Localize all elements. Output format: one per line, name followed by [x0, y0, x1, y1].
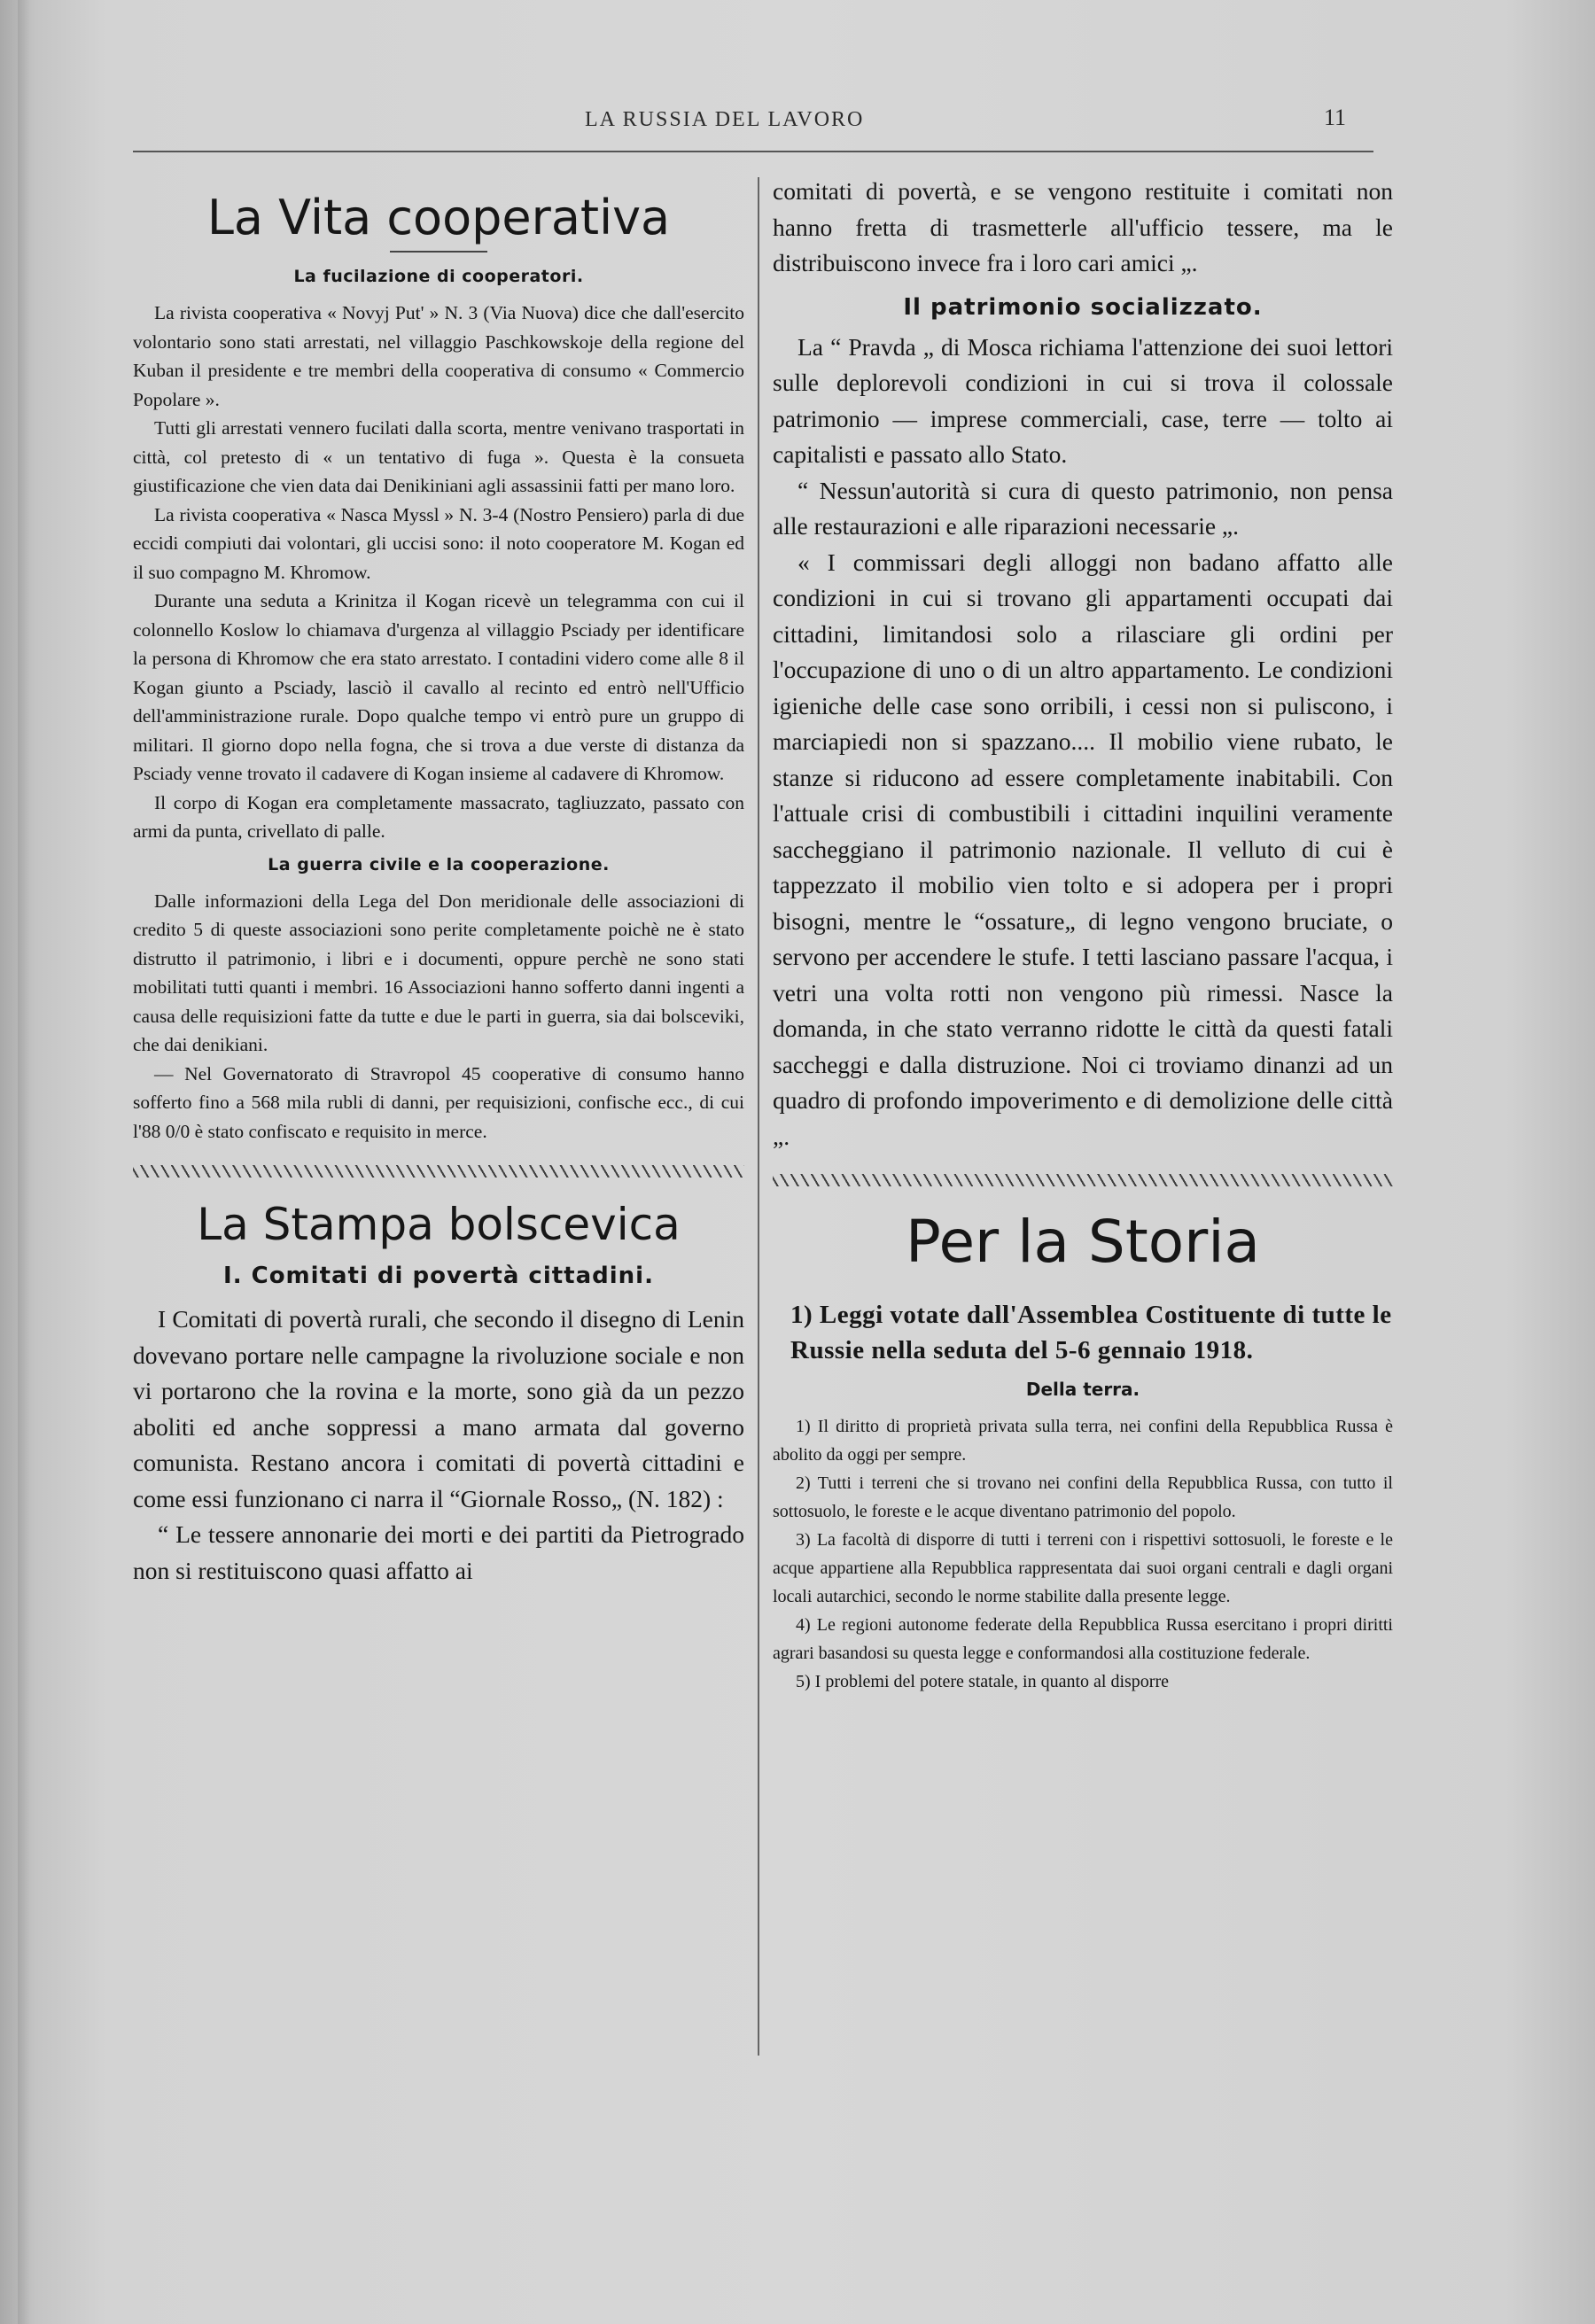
wavy-section-divider	[133, 1165, 744, 1178]
section-title-stampa-bolscevica: La Stampa bolscevica	[197, 1199, 681, 1250]
subheading-fucilazione: La fucilazione di cooperatori.	[293, 267, 584, 286]
article-paragraph: “ Le tessere annonarie dei morti e dei partiti da Pietrogrado non si restituiscono quasi affatto ai	[133, 1520, 744, 1584]
article-paragraph: Durante una seduta a Krinitza il Kogan ricevè un telegramma con cui il colonnello Koslow lo chiamava d'urgenza al villaggio Psciady per identificare la persona di Khromow che era stato arrestato. I contadini videro come alle 8 il Kogan giunto a Psciady, lasciò il cavallo al recinto ed entrò nell'Ufficio dell'amministrazione rurale. Dopo qualche tempo vi entrò pure un gruppo di militari. Il giorno dopo nella fogna, che si trova a due verste di distanza da Psciady venne trovato il cadavere di Kogan insieme al cadavere di Khromow.	[133, 590, 744, 784]
left-column	[133, 174, 744, 1589]
article-paragraph: “ Nessun'autorità si cura di questo patrimonio, non pensa alle restaurazioni e alle riparazioni necessarie „.	[773, 476, 1393, 540]
article-paragraph: — Nel Governatorato di Stravropol 45 cooperative di consumo hanno sofferto fino a 568 mila rubli di danni, per requisizioni, confische ecc., di cui l'88 0/0 è stato confiscato e requisito in merce.	[133, 1062, 744, 1142]
article-paragraph: La rivista cooperativa « Nasca Myssl » N. 3-4 (Nostro Pensiero) parla di due eccidi compiuti dai volontari, gli uccisi sono: il noto cooperatore M. Kogan ed il suo compagno M. Khromow.	[133, 503, 744, 583]
header-rule	[133, 151, 1373, 152]
subheading-guerra-civile: La guerra civile e la cooperazione.	[268, 854, 610, 874]
wavy-section-divider	[773, 1174, 1393, 1186]
article-paragraph: Il corpo di Kogan era completamente massacrato, tagliuzzato, passato con armi da punta, crivellato di palle.	[133, 791, 744, 842]
article-paragraph: Dalle informazioni della Lega del Don meridionale delle associazioni di credito 5 di queste associazioni sono perite completamente poichè ne è stato distrutto il patrimonio, i libri e i documenti, oppure perchè ne sono stati mobilitati tutti quanti i membri. 16 Associazioni hanno sofferto danni ingenti a causa delle requisizioni fatte da tutte e due le parti in guerra, sia dai bolsceviki, che dai denikiani.	[133, 890, 744, 1055]
article-paragraph-continued: comitati di povertà, e se vengono restituite i comitati non hanno fretta di trasmetterle all'ufficio tessere, ma le distribuiscono invece fra i loro cari amici „.	[773, 177, 1393, 276]
article-paragraph: La rivista cooperativa « Novyj Put' » N. 3 (Via Nuova) dice che dall'esercito volontario sono stati arrestati, nel villaggio Paschkowskoje della regione del Kuban il presidente e tre membri della cooperativa di consumo « Commercio Popolare ».	[133, 302, 744, 410]
section-title-per-la-storia: Per la Storia	[906, 1208, 1260, 1276]
title-rule	[390, 251, 487, 253]
subheading-comitati-poverta: I. Comitati di povertà cittadini.	[223, 1263, 654, 1289]
law-article: 4) Le regioni autonome federate della Repubblica Russa esercitano i propri diritti agrari basandosi su questa legge e conformandosi alla costituzione federale.	[773, 1615, 1393, 1663]
article-paragraph: La “ Pravda „ di Mosca richiama l'attenzione dei suoi lettori sulle deplorevoli condizioni in cui si trova il colossale patrimonio — imprese commerciali, case, terre — tolto ai capitalisti e passato allo Stato.	[773, 332, 1393, 468]
article-paragraph: I Comitati di povertà rurali, che secondo il disegno di Lenin dovevano portare nelle campagne la rivoluzione sociale e non vi portarono che la rovina e la morte, sono già da un pezzo aboliti ed anche soppressi a mano armata dal governo comunista. Restano ancora i comitati di povertà cittadini e come essi funzionano ci narra il “Giornale Rosso„ (N. 182) :	[133, 1305, 744, 1512]
column-divider	[758, 177, 759, 2056]
law-article: 1) Il diritto di proprietà privata sulla terra, nei confini della Repubblica Russa è abolito da oggi per sempre.	[773, 1417, 1393, 1465]
law-article: 5) I problemi del potere statale, in quanto al disporre	[796, 1672, 1169, 1691]
law-article: 3) La facoltà di disporre di tutti i terreni con i rispettivi sottosuoli, le foreste e le acque appartiene alla Repubblica rappresentata dai suoi organi centrali e dagli organi locali autarchici, secondo le norme stabilite dalla presente legge.	[773, 1530, 1393, 1606]
law-heading: 1) Leggi votate dall'Assemblea Costituente di tutte le Russie nella seduta del 5-6 gennaio 1918.	[790, 1301, 1392, 1364]
page-number: 11	[1324, 105, 1347, 130]
section-title-vita-cooperativa: La Vita cooperativa	[206, 190, 671, 245]
subheading-della-terra: Della terra.	[1025, 1379, 1140, 1400]
law-article: 2) Tutti i terreni che si trovano nei confini della Repubblica Russa, con tutto il sottosuolo, le foreste e le acque diventano patrimonio del popolo.	[773, 1473, 1393, 1521]
article-paragraph: « I commissari degli alloggi non badano affatto alle condizioni in cui si trovano gli appartamenti occupati dai cittadini, limitandosi solo a rilasciare gli ordini per l'occupazione di uno o di un altro appartamento. Le condizioni igieniche delle case sono orribili, i cessi non si puliscono, i marciapiedi non si spazzano.... Il mobilio viene rubato, le stanze si riducono ad essere completamente inabitabili. Con l'attuale crisi di combustibili i cittadini inquilini veramente saccheggiano il patrimonio nazionale. Il velluto di cui è tappezzato il mobilio vien tolto e si adopera per i propri bisogni, mentre le “ossature„ di legno vengono bruciate, o servono per accendere le stufe. I tetti lasciano passare l'acqua, i vetri una volta rotti non vengono più rimessi. Nasce la domanda, in che stato verranno ridotte le città da questi fatali saccheggi e dalla distruzione. Noi ci troviamo dinanzi ad un quadro di profondo impoverimento e di demolizione delle città „.	[773, 548, 1393, 1150]
subheading-patrimonio: Il patrimonio socializzato.	[903, 293, 1263, 321]
running-head: LA RUSSIA DEL LAVORO	[585, 108, 865, 131]
article-paragraph: Tutti gli arrestati vennero fucilati dalla scorta, mentre venivano trasportati in città, col pretesto di « un tentativo di fuga ». Questa è la consueta giustificazione che vien data dai Denikiniani agli assassinii fatti per mano loro.	[133, 417, 744, 496]
page-fold-shadow	[18, 0, 30, 2324]
right-column	[773, 174, 1393, 1696]
